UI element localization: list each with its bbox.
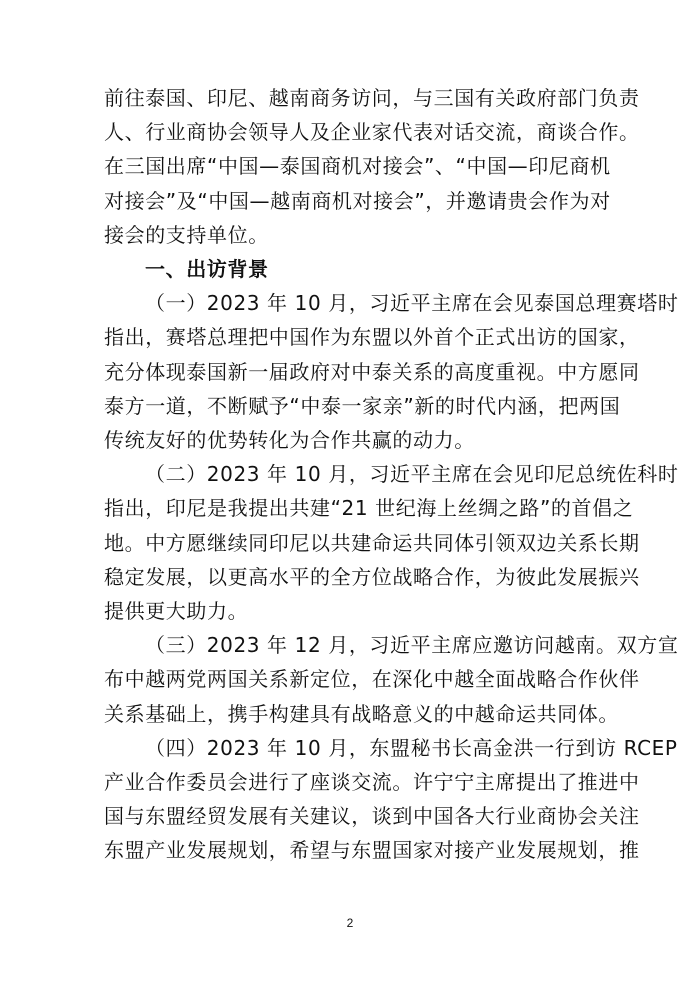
section-heading: 一、出访背景: [145, 257, 269, 281]
text-line: （三）2023 年 12 月，习近平主席应邀访问越南。双方宣: [145, 633, 679, 658]
text-line: 关系基础上，携手构建具有战略意义的中越命运共同体。: [104, 701, 619, 726]
page-number: 2: [346, 916, 354, 930]
text-line: 稳定发展，以更高水平的全方位战略合作，为彼此发展振兴: [104, 564, 640, 589]
text-line: 指出，赛塔总理把中国作为东盟以外首个正式出访的国家，: [104, 325, 640, 350]
text-line: 接会的支持单位。: [104, 222, 269, 247]
text-line: 东盟产业发展规划，希望与东盟国家对接产业发展规划，推: [104, 838, 640, 863]
text-line: 充分体现泰国新一届政府对中泰关系的高度重视。中方愿同: [104, 359, 640, 384]
text-line: 国与东盟经贸发展有关建议，谈到中国各大行业商协会关注: [104, 804, 640, 829]
text-line: （一）2023 年 10 月，习近平主席在会见泰国总理赛塔时: [145, 291, 679, 316]
text-line: 布中越两党两国关系新定位，在深化中越全面战略合作伙伴: [104, 667, 640, 692]
text-line: 泰方一道，不断赋予“中泰一家亲”新的时代内涵，把两国: [104, 393, 621, 418]
text-line: 在三国出席“中国—泰国商机对接会”、“中国—印尼商机: [104, 154, 611, 179]
text-line: 前往泰国、印尼、越南商务访问，与三国有关政府部门负责: [104, 86, 640, 110]
text-line: （二）2023 年 10 月，习近平主席在会见印尼总统佐科时: [145, 462, 679, 487]
text-line: 产业合作委员会进行了座谈交流。许宁宁主席提出了推进中: [104, 770, 640, 794]
text-line: 对接会”及“中国—越南商机对接会”，并邀请贵会作为对: [104, 188, 611, 213]
text-line: 传统友好的优势转化为合作共赢的动力。: [104, 428, 475, 452]
text-line: 指出，印尼是我提出共建“21 世纪海上丝绸之路”的首倡之: [104, 496, 634, 521]
text-line: （四）2023 年 10 月，东盟秘书长高金洪一行到访 RCEP: [145, 735, 678, 760]
text-line: 人、行业商协会领导人及企业家代表对话交流，商谈合作。: [104, 120, 640, 145]
text-line: 提供更大助力。: [104, 599, 249, 623]
text-line: 地。中方愿继续同印尼以共建命运共同体引领双边关系长期: [104, 530, 640, 555]
